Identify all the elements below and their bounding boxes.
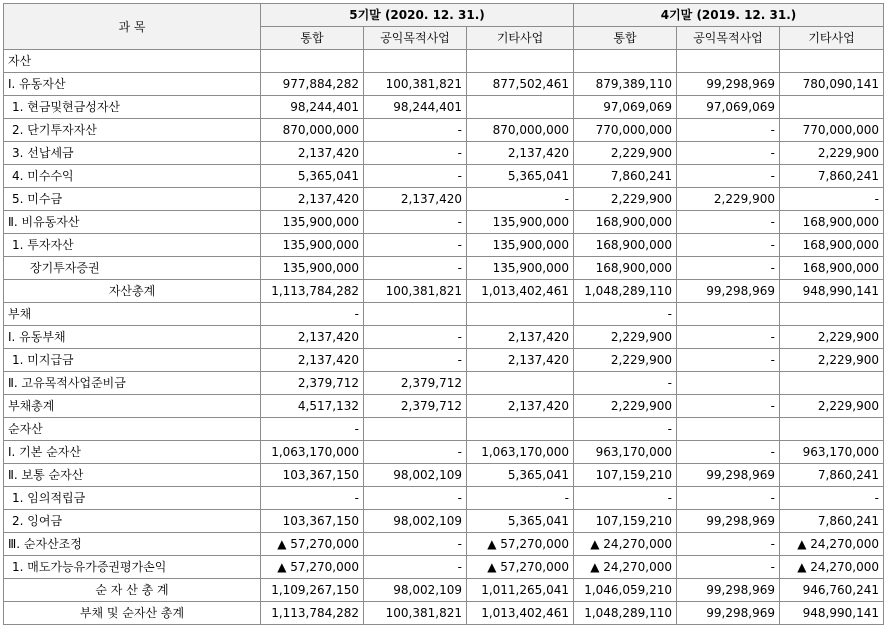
value-cell: - [364,349,467,372]
row-label: Ⅱ. 보통 순자산 [4,464,261,487]
value-cell: 5,365,041 [467,510,574,533]
row-label: 2. 잉여금 [4,510,261,533]
value-cell: 770,000,000 [780,119,884,142]
table-row [4,510,884,533]
value-cell: - [364,234,467,257]
table-row [4,96,884,119]
row-label: Ⅰ. 유동부채 [4,326,261,349]
table-row [4,372,884,395]
value-cell: ▲ 57,270,000 [467,556,574,579]
value-cell [364,418,467,441]
row-label: 자산총계 [4,280,261,303]
value-cell: - [677,234,780,257]
value-cell [780,372,884,395]
value-cell: 2,229,900 [574,349,677,372]
value-cell: ▲ 24,270,000 [574,533,677,556]
value-cell: 2,229,900 [780,395,884,418]
value-cell: - [467,188,574,211]
value-cell: 2,229,900 [780,326,884,349]
value-cell: 168,900,000 [780,211,884,234]
value-cell: 98,244,401 [261,96,364,119]
value-cell: ▲ 24,270,000 [780,533,884,556]
row-label: 부채 [4,303,261,326]
value-cell: 168,900,000 [574,234,677,257]
value-cell: 1,048,289,110 [574,280,677,303]
table-row [4,211,884,234]
value-cell [780,96,884,119]
value-cell: 948,990,141 [780,602,884,625]
value-cell: ▲ 57,270,000 [261,556,364,579]
value-cell: 99,298,969 [677,464,780,487]
value-cell: 100,381,821 [364,280,467,303]
value-cell: 135,900,000 [467,257,574,280]
period-current-header: 5기말 (2020. 12. 31.) [261,4,574,27]
row-label: Ⅰ. 기본 순자산 [4,441,261,464]
value-cell: 2,229,900 [574,326,677,349]
value-cell: 1,113,784,282 [261,280,364,303]
table-row [4,119,884,142]
value-cell: 168,900,000 [574,211,677,234]
value-cell: 99,298,969 [677,579,780,602]
value-cell: 2,379,712 [364,395,467,418]
row-label: 1. 임의적립금 [4,487,261,510]
value-cell: - [364,487,467,510]
value-cell: 98,002,109 [364,579,467,602]
column-header: 통합 [261,27,364,50]
table-row [4,73,884,96]
value-cell: 103,367,150 [261,510,364,533]
value-cell: 99,298,969 [677,73,780,96]
value-cell [780,50,884,73]
value-cell: - [364,211,467,234]
column-header: 공익목적사업 [364,27,467,50]
value-cell: 2,229,900 [574,142,677,165]
value-cell [364,303,467,326]
row-label: 1. 현금및현금성자산 [4,96,261,119]
value-cell: 2,137,420 [467,349,574,372]
value-cell: 5,365,041 [467,464,574,487]
table-row [4,464,884,487]
value-cell: 2,137,420 [467,395,574,418]
value-cell: - [780,188,884,211]
value-cell: 97,069,069 [677,96,780,119]
value-cell: 1,046,059,210 [574,579,677,602]
value-cell [467,96,574,119]
row-label: 5. 미수금 [4,188,261,211]
value-cell: ▲ 57,270,000 [261,533,364,556]
value-cell: 1,063,170,000 [261,441,364,464]
value-cell: 100,381,821 [364,73,467,96]
value-cell: 2,229,900 [780,349,884,372]
value-cell: - [364,556,467,579]
value-cell: 1,048,289,110 [574,602,677,625]
table-row [4,257,884,280]
value-cell: 2,379,712 [364,372,467,395]
value-cell: 946,760,241 [780,579,884,602]
table-body [4,50,884,625]
value-cell: 2,229,900 [780,142,884,165]
value-cell: 780,090,141 [780,73,884,96]
value-cell: - [677,395,780,418]
value-cell: 7,860,241 [574,165,677,188]
value-cell: 99,298,969 [677,510,780,533]
value-cell: 2,137,420 [261,326,364,349]
period-prior-header: 4기말 (2019. 12. 31.) [574,4,884,27]
financial-statement [3,3,884,625]
value-cell: - [364,119,467,142]
value-cell: - [677,211,780,234]
table-row [4,349,884,372]
value-cell: 135,900,000 [261,234,364,257]
value-cell: 948,990,141 [780,280,884,303]
value-cell: - [677,441,780,464]
value-cell: 879,389,110 [574,73,677,96]
value-cell: - [677,119,780,142]
value-cell: - [364,142,467,165]
value-cell: 103,367,150 [261,464,364,487]
value-cell: 2,137,420 [261,349,364,372]
value-cell: 97,069,069 [574,96,677,119]
value-cell: - [574,303,677,326]
value-cell: - [677,257,780,280]
row-label: 1. 투자자산 [4,234,261,257]
value-cell: 1,013,402,461 [467,280,574,303]
row-label: 순자산 [4,418,261,441]
value-cell: 100,381,821 [364,602,467,625]
table-row [4,602,884,625]
value-cell: 977,884,282 [261,73,364,96]
value-cell [467,418,574,441]
value-cell: - [677,556,780,579]
value-cell: 99,298,969 [677,602,780,625]
value-cell: 107,159,210 [574,510,677,533]
value-cell [467,372,574,395]
balance-sheet-table [3,3,884,625]
row-label: 자산 [4,50,261,73]
value-cell: - [261,487,364,510]
value-cell: 98,244,401 [364,96,467,119]
value-cell: ▲ 24,270,000 [780,556,884,579]
value-cell: 2,137,420 [261,188,364,211]
value-cell: 168,900,000 [574,257,677,280]
value-cell: 2,137,420 [364,188,467,211]
value-cell: ▲ 57,270,000 [467,533,574,556]
value-cell: - [677,326,780,349]
value-cell: 168,900,000 [780,234,884,257]
value-cell [677,50,780,73]
value-cell: - [574,372,677,395]
value-cell: 963,170,000 [780,441,884,464]
value-cell: 2,229,900 [574,188,677,211]
column-header: 통합 [574,27,677,50]
value-cell [364,50,467,73]
value-cell: - [677,142,780,165]
value-cell: - [677,349,780,372]
value-cell: - [467,487,574,510]
value-cell: - [261,418,364,441]
value-cell [780,418,884,441]
value-cell: - [677,165,780,188]
value-cell: 2,379,712 [261,372,364,395]
value-cell: - [364,165,467,188]
table-row [4,303,884,326]
value-cell: 135,900,000 [467,234,574,257]
row-label: Ⅱ. 고유목적사업준비금 [4,372,261,395]
table-row [4,579,884,602]
value-cell [677,418,780,441]
value-cell: 1,011,265,041 [467,579,574,602]
row-label: 부채 및 순자산 총계 [4,602,261,625]
value-cell: 168,900,000 [780,257,884,280]
row-label: 1. 미지급금 [4,349,261,372]
value-cell: - [364,441,467,464]
column-header: 공익목적사업 [677,27,780,50]
table-row [4,556,884,579]
row-label: 2. 단기투자자산 [4,119,261,142]
value-cell [467,303,574,326]
table-row [4,50,884,73]
value-cell: 1,109,267,150 [261,579,364,602]
value-cell: 99,298,969 [677,280,780,303]
row-label: Ⅱ. 비유동자산 [4,211,261,234]
value-cell: - [574,487,677,510]
value-cell [574,50,677,73]
value-cell: 963,170,000 [574,441,677,464]
value-cell: 870,000,000 [467,119,574,142]
table-row [4,165,884,188]
value-cell: 135,900,000 [467,211,574,234]
column-header: 기타사업 [467,27,574,50]
row-label: Ⅰ. 유동자산 [4,73,261,96]
value-cell: 2,137,420 [467,326,574,349]
value-cell [677,303,780,326]
value-cell: - [677,533,780,556]
value-cell: 7,860,241 [780,464,884,487]
table-row [4,188,884,211]
row-label: 4. 미수수익 [4,165,261,188]
value-cell: - [364,257,467,280]
table-row [4,533,884,556]
value-cell: 7,860,241 [780,165,884,188]
value-cell: 2,137,420 [467,142,574,165]
row-label: 부채총계 [4,395,261,418]
value-cell: - [574,418,677,441]
value-cell: 5,365,041 [261,165,364,188]
row-label: 3. 선납세금 [4,142,261,165]
value-cell: 877,502,461 [467,73,574,96]
table-row [4,142,884,165]
value-cell: 5,365,041 [467,165,574,188]
table-row [4,441,884,464]
row-label: 순 자 산 총 계 [4,579,261,602]
value-cell: 4,517,132 [261,395,364,418]
value-cell: 2,229,900 [677,188,780,211]
value-cell [467,50,574,73]
row-label: Ⅲ. 순자산조정 [4,533,261,556]
value-cell: 1,113,784,282 [261,602,364,625]
value-cell: - [780,487,884,510]
table-row [4,234,884,257]
value-cell: 135,900,000 [261,257,364,280]
value-cell: 770,000,000 [574,119,677,142]
value-cell [677,372,780,395]
table-row [4,487,884,510]
subject-header: 과 목 [4,4,261,50]
value-cell [261,50,364,73]
value-cell: 870,000,000 [261,119,364,142]
value-cell: 98,002,109 [364,464,467,487]
row-label: 장기투자증권 [4,257,261,280]
value-cell: - [364,533,467,556]
value-cell: ▲ 24,270,000 [574,556,677,579]
table-row [4,418,884,441]
value-cell: 2,137,420 [261,142,364,165]
value-cell: 1,013,402,461 [467,602,574,625]
table-row [4,395,884,418]
value-cell: - [364,326,467,349]
column-header: 기타사업 [780,27,884,50]
value-cell: 2,229,900 [574,395,677,418]
value-cell: 107,159,210 [574,464,677,487]
value-cell [780,303,884,326]
value-cell: 135,900,000 [261,211,364,234]
value-cell: 98,002,109 [364,510,467,533]
value-cell: 7,860,241 [780,510,884,533]
table-row [4,326,884,349]
value-cell: 1,063,170,000 [467,441,574,464]
value-cell: - [677,487,780,510]
value-cell: - [261,303,364,326]
row-label: 1. 매도가능유가증권평가손익 [4,556,261,579]
table-row [4,280,884,303]
